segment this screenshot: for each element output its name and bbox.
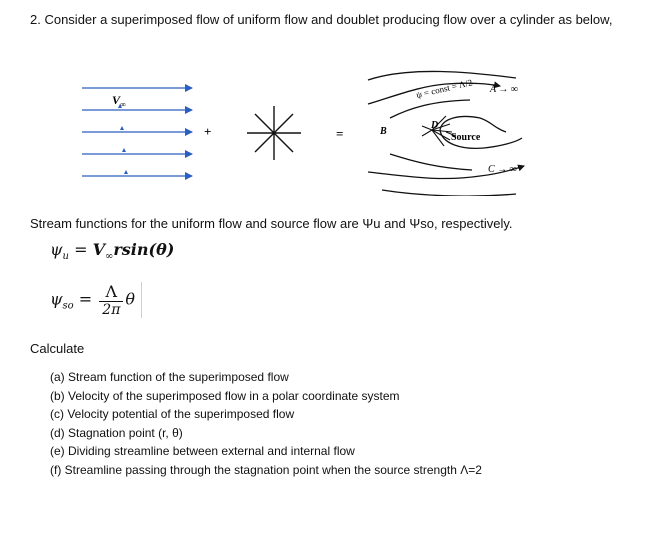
source-strength-fraction: $\frac{\Lambda}{2\pi}$ [99,282,123,318]
list-item: (a) Stream function of the superimposed flow [50,370,289,384]
list-item: (e) Dividing streamline between external and internal flow [50,444,355,459]
stream-constant-label: ψ = const = Λ/2 [415,77,474,100]
stream-function-description: Stream functions for the uniform flow and source flow are Ψu and Ψso, respectively. [30,216,513,231]
list-item: (c) Velocity potential of the superimposed flow [50,407,295,422]
label-c: C → ∞ [488,164,517,175]
source-stream-function-equation: $\psi_{so}$ = $\frac{\Lambda}{2\pi}$ θ [50,282,142,322]
equation-box-edge [141,282,142,318]
calculate-heading: Calculate [30,341,85,356]
label-d: D [431,120,439,131]
label-source: Source [451,132,481,143]
uniform-velocity-label: $V_\infty$ [112,93,126,109]
streamline [368,71,516,80]
flow-superposition-figure [70,68,570,196]
equals-sign: = [336,126,344,141]
question-title: 2. Consider a superimposed flow of uniform flow and doublet producing flow over a cylinder as below, [30,12,613,27]
uniform-stream-function-equation: $\psi_u = V_\infty rsin(\theta)$ [50,240,175,263]
uniform-flow-arrows [82,88,192,176]
label-b: B [380,126,387,137]
list-item: (d) Stagnation point (r, θ) [50,425,183,440]
list-item: (b) Velocity of the superimposed flow in a polar coordinate system [50,388,400,403]
streamline [390,154,472,170]
streamline [390,100,470,118]
label-a: A → ∞ [490,84,519,95]
plus-sign: + [204,124,212,139]
list-item: (f) Streamline passing through the stagnation point when the source strength Λ=2 [50,462,482,477]
source-flow-symbol [247,106,301,160]
task-list [50,368,482,480]
streamline [382,190,516,196]
